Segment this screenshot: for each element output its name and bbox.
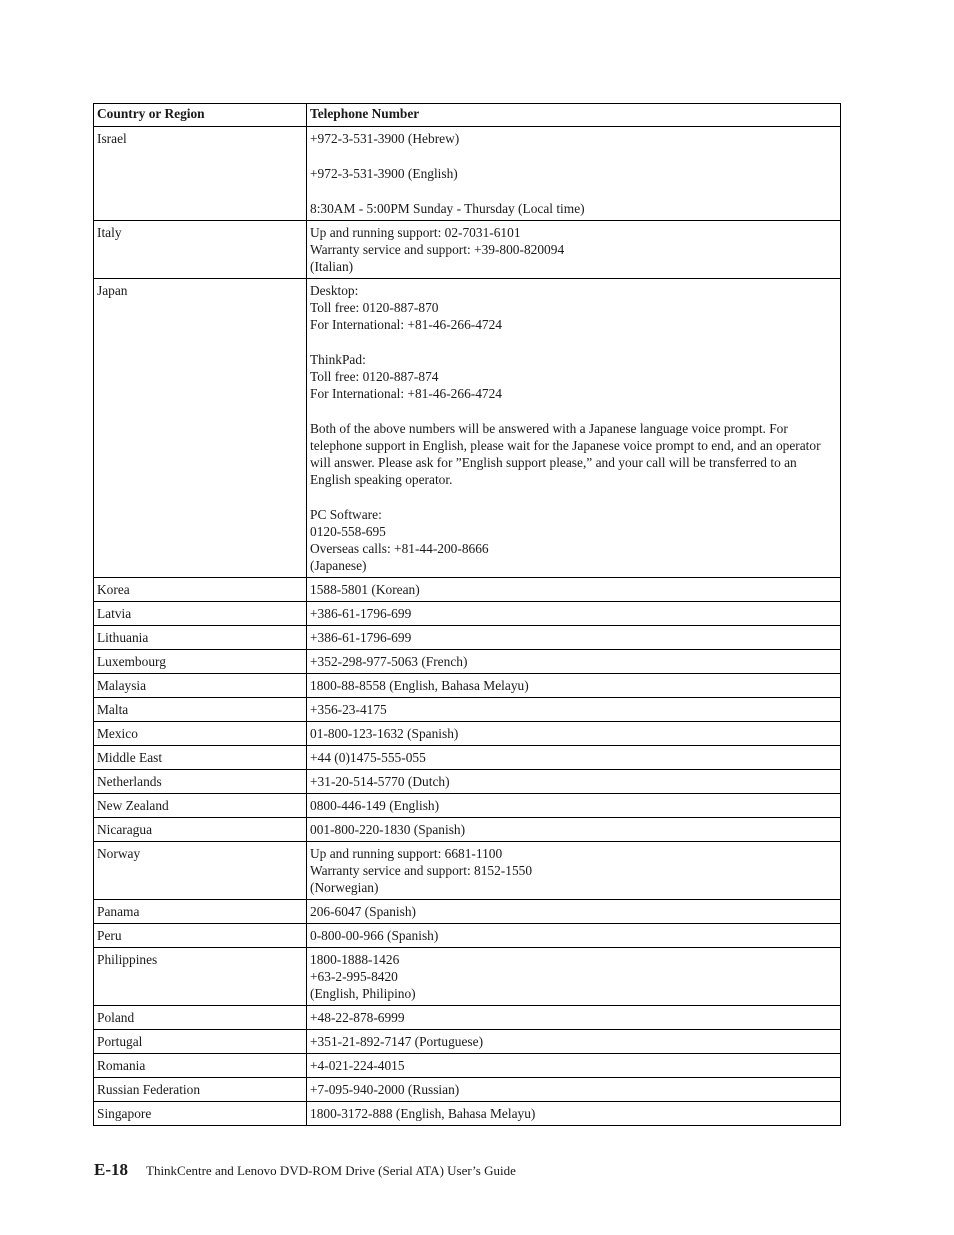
column-header-telephone: Telephone Number [307, 104, 841, 127]
table-row [94, 674, 841, 698]
country-cell: Panama [94, 900, 307, 924]
country-cell: Russian Federation [94, 1078, 307, 1102]
table-row [94, 127, 841, 221]
telephone-line: Toll free: 0120-887-870 [310, 300, 439, 315]
telephone-line: 1800-1888-1426 [310, 952, 400, 967]
country-cell: Lithuania [94, 626, 307, 650]
table-row [94, 842, 841, 900]
telephone-line: +356-23-4175 [310, 702, 387, 717]
country-cell: Singapore [94, 1102, 307, 1126]
telephone-line: +351-21-892-7147 (Portuguese) [310, 1034, 484, 1049]
country-cell: Korea [94, 578, 307, 602]
telephone-line: (Norwegian) [310, 880, 379, 895]
table-row [94, 746, 841, 770]
country-cell: Netherlands [94, 770, 307, 794]
telephone-cell [307, 746, 841, 770]
telephone-cell [307, 842, 841, 900]
country-cell: Mexico [94, 722, 307, 746]
telephone-line: Toll free: 0120-887-874 [310, 369, 439, 384]
telephone-cell [307, 626, 841, 650]
table-row [94, 602, 841, 626]
telephone-line: Up and running support: 02-7031-6101 [310, 225, 521, 240]
phone-support-table [93, 103, 841, 1126]
table-row [94, 626, 841, 650]
country-cell: Nicaragua [94, 818, 307, 842]
column-header-country: Country or Region [94, 104, 307, 127]
line-gap [310, 182, 837, 200]
telephone-line: +386-61-1796-699 [310, 606, 412, 621]
telephone-line: 0800-446-149 (English) [310, 798, 440, 813]
telephone-line: 0120-558-695 [310, 524, 386, 539]
line-gap [310, 402, 837, 420]
line-gap [310, 488, 837, 506]
telephone-line: 001-800-220-1830 (Spanish) [310, 822, 466, 837]
country-cell: Malta [94, 698, 307, 722]
country-cell: New Zealand [94, 794, 307, 818]
telephone-line: +4-021-224-4015 [310, 1058, 405, 1073]
telephone-cell [307, 221, 841, 279]
telephone-line: ThinkPad: [310, 352, 366, 367]
telephone-line: For International: +81-46-266-4724 [310, 386, 503, 401]
telephone-cell [307, 650, 841, 674]
telephone-line: 8:30AM - 5:00PM Sunday - Thursday (Local time) [310, 201, 585, 216]
table-row [94, 722, 841, 746]
telephone-cell [307, 698, 841, 722]
telephone-cell [307, 602, 841, 626]
telephone-line: +63-2-995-8420 [310, 969, 398, 984]
document-title: ThinkCentre and Lenovo DVD-ROM Drive (Serial ATA) User’s Guide [146, 1163, 516, 1178]
telephone-cell [307, 127, 841, 221]
country-cell: Norway [94, 842, 307, 900]
country-cell: Portugal [94, 1030, 307, 1054]
telephone-cell [307, 818, 841, 842]
telephone-line: Both of the above numbers will be answered with a Japanese language voice prompt. For telephone support in English, please wait for the Japanese voice prompt to end, and an operator will answer. Please ask for ”English support please,” and your call will be transferred to an English speaking operator. [310, 421, 821, 487]
line-gap [310, 147, 837, 165]
table-row [94, 900, 841, 924]
telephone-cell [307, 900, 841, 924]
line-gap [310, 333, 837, 351]
telephone-line: +972-3-531-3900 (English) [310, 166, 458, 181]
country-cell: Poland [94, 1006, 307, 1030]
telephone-line: Warranty service and support: +39-800-820094 [310, 242, 565, 257]
table-row [94, 650, 841, 674]
table-row [94, 1006, 841, 1030]
telephone-line: 01-800-123-1632 (Spanish) [310, 726, 459, 741]
telephone-cell [307, 924, 841, 948]
telephone-cell [307, 1006, 841, 1030]
telephone-line: For International: +81-46-266-4724 [310, 317, 503, 332]
table-row [94, 698, 841, 722]
table-row [94, 578, 841, 602]
telephone-cell [307, 674, 841, 698]
country-cell: Latvia [94, 602, 307, 626]
telephone-line: 1800-3172-888 (English, Bahasa Melayu) [310, 1106, 536, 1121]
telephone-cell [307, 1102, 841, 1126]
table-row [94, 1054, 841, 1078]
telephone-line: +31-20-514-5770 (Dutch) [310, 774, 450, 789]
telephone-line: PC Software: [310, 507, 382, 522]
table-header-row [94, 104, 841, 127]
telephone-cell [307, 1030, 841, 1054]
telephone-line: +7-095-940-2000 (Russian) [310, 1082, 460, 1097]
country-cell: Middle East [94, 746, 307, 770]
country-cell: Luxembourg [94, 650, 307, 674]
table-row [94, 279, 841, 578]
telephone-line: (Japanese) [310, 558, 367, 573]
telephone-line: (Italian) [310, 259, 354, 274]
telephone-cell [307, 770, 841, 794]
table-row [94, 1078, 841, 1102]
telephone-line: Up and running support: 6681-1100 [310, 846, 503, 861]
table-row [94, 221, 841, 279]
table-row [94, 770, 841, 794]
telephone-cell [307, 794, 841, 818]
country-cell: Japan [94, 279, 307, 578]
telephone-cell [307, 279, 841, 578]
telephone-cell [307, 722, 841, 746]
telephone-line: 206-6047 (Spanish) [310, 904, 417, 919]
telephone-line: 1588-5801 (Korean) [310, 582, 420, 597]
page-number: E-18 [94, 1160, 128, 1179]
telephone-cell [307, 578, 841, 602]
table-row [94, 1030, 841, 1054]
country-cell: Philippines [94, 948, 307, 1006]
telephone-line: Overseas calls: +81-44-200-8666 [310, 541, 489, 556]
table-row [94, 924, 841, 948]
telephone-cell [307, 1078, 841, 1102]
country-cell: Peru [94, 924, 307, 948]
telephone-line: 1800-88-8558 (English, Bahasa Melayu) [310, 678, 529, 693]
telephone-line: +386-61-1796-699 [310, 630, 412, 645]
telephone-cell [307, 948, 841, 1006]
table-row [94, 948, 841, 1006]
country-cell: Malaysia [94, 674, 307, 698]
telephone-line: +972-3-531-3900 (Hebrew) [310, 131, 460, 146]
country-cell: Italy [94, 221, 307, 279]
country-cell: Israel [94, 127, 307, 221]
country-cell: Romania [94, 1054, 307, 1078]
telephone-line: (English, Philipino) [310, 986, 416, 1001]
table-row [94, 818, 841, 842]
table-body [94, 127, 841, 1126]
telephone-line: Desktop: [310, 283, 359, 298]
telephone-line: 0-800-00-966 (Spanish) [310, 928, 439, 943]
telephone-line: +352-298-977-5063 (French) [310, 654, 468, 669]
page-footer [94, 1160, 516, 1180]
telephone-line: +44 (0)1475-555-055 [310, 750, 426, 765]
telephone-line: Warranty service and support: 8152-1550 [310, 863, 533, 878]
table-row [94, 1102, 841, 1126]
table-row [94, 794, 841, 818]
telephone-line: +48-22-878-6999 [310, 1010, 405, 1025]
telephone-cell [307, 1054, 841, 1078]
